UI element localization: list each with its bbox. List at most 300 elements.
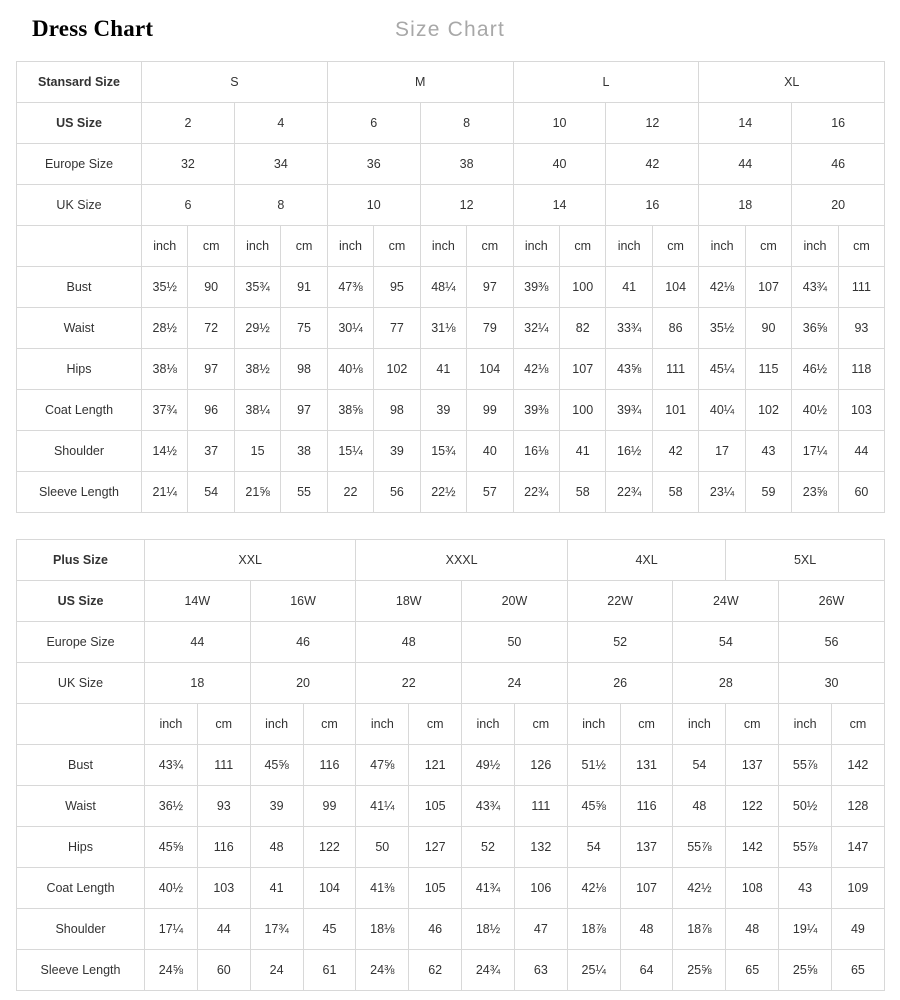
row-label: Europe Size [17, 622, 145, 663]
unit-cell: inch [779, 704, 832, 745]
measurement-label: Hips [17, 349, 142, 390]
size-group-header: S [142, 62, 328, 103]
measurement-cell: 82 [560, 308, 606, 349]
measurement-cell: 41 [560, 431, 606, 472]
measurement-cell: 21⅝ [234, 472, 280, 513]
measurement-cell: 29½ [234, 308, 280, 349]
measurement-cell: 132 [514, 827, 567, 868]
size-value-cell: 56 [779, 622, 885, 663]
measurement-cell: 107 [745, 267, 791, 308]
page-title: Dress Chart [32, 16, 154, 41]
measurement-cell: 102 [745, 390, 791, 431]
measurement-row [17, 827, 885, 868]
size-value-cell: 16W [250, 581, 356, 622]
measurement-cell: 17¼ [792, 431, 838, 472]
measurement-row [17, 745, 885, 786]
measurement-cell: 18⅞ [673, 909, 726, 950]
size-value-cell: 8 [420, 103, 513, 144]
measurement-cell: 40½ [145, 868, 198, 909]
measurement-cell: 39 [374, 431, 420, 472]
table-row [17, 144, 885, 185]
measurement-cell: 126 [514, 745, 567, 786]
measurement-cell: 43¾ [462, 786, 515, 827]
unit-cell: cm [409, 704, 462, 745]
unit-cell: inch [673, 704, 726, 745]
measurement-cell: 28½ [142, 308, 188, 349]
unit-cell: cm [652, 226, 698, 267]
row-label: Europe Size [17, 144, 142, 185]
measurement-cell: 45⅝ [145, 827, 198, 868]
measurement-cell: 64 [620, 950, 673, 991]
unit-cell: inch [420, 226, 466, 267]
measurement-cell: 46 [409, 909, 462, 950]
unit-row-label [17, 226, 142, 267]
table-row [17, 103, 885, 144]
measurement-cell: 45 [303, 909, 356, 950]
measurement-row [17, 786, 885, 827]
measurement-cell: 21¼ [142, 472, 188, 513]
measurement-cell: 99 [467, 390, 513, 431]
measurement-cell: 62 [409, 950, 462, 991]
size-value-cell: 52 [567, 622, 673, 663]
size-value-cell: 26 [567, 663, 673, 704]
measurement-cell: 35½ [699, 308, 745, 349]
measurement-cell: 116 [620, 786, 673, 827]
measurement-cell: 38½ [234, 349, 280, 390]
measurement-cell: 122 [303, 827, 356, 868]
measurement-cell: 109 [832, 868, 885, 909]
unit-cell: cm [374, 226, 420, 267]
measurement-cell: 24⅝ [145, 950, 198, 991]
page-subtitle: Size Chart [394, 18, 506, 41]
measurement-cell: 37¾ [142, 390, 188, 431]
measurement-cell: 31⅛ [420, 308, 466, 349]
size-value-cell: 14W [145, 581, 251, 622]
measurement-cell: 22¾ [513, 472, 559, 513]
measurement-cell: 102 [374, 349, 420, 390]
size-value-cell: 8 [234, 185, 327, 226]
size-value-cell: 6 [327, 103, 420, 144]
size-value-cell: 10 [513, 103, 606, 144]
measurement-cell: 121 [409, 745, 462, 786]
measurement-cell: 43 [745, 431, 791, 472]
measurement-cell: 50 [356, 827, 409, 868]
measurement-cell: 38⅛ [142, 349, 188, 390]
measurement-cell: 95 [374, 267, 420, 308]
unit-cell: cm [467, 226, 513, 267]
size-value-cell: 38 [420, 144, 513, 185]
unit-cell: inch [142, 226, 188, 267]
measurement-cell: 48 [726, 909, 779, 950]
measurement-cell: 54 [188, 472, 234, 513]
size-value-cell: 42 [606, 144, 699, 185]
measurement-cell: 86 [652, 308, 698, 349]
measurement-cell: 51½ [567, 745, 620, 786]
measurement-cell: 43¾ [792, 267, 838, 308]
unit-cell: cm [188, 226, 234, 267]
measurement-row [17, 431, 885, 472]
unit-cell: inch [234, 226, 280, 267]
measurement-cell: 39⅜ [513, 267, 559, 308]
unit-cell: inch [356, 704, 409, 745]
size-value-cell: 16 [606, 185, 699, 226]
unit-cell: cm [303, 704, 356, 745]
measurement-cell: 47⅜ [327, 267, 373, 308]
measurement-label: Sleeve Length [17, 950, 145, 991]
measurement-cell: 16½ [606, 431, 652, 472]
unit-row-label [17, 704, 145, 745]
measurement-cell: 55 [281, 472, 327, 513]
measurement-cell: 131 [620, 745, 673, 786]
measurement-cell: 43⅝ [606, 349, 652, 390]
measurement-cell: 65 [832, 950, 885, 991]
measurement-cell: 40⅛ [327, 349, 373, 390]
measurement-cell: 106 [514, 868, 567, 909]
measurement-cell: 30¼ [327, 308, 373, 349]
measurement-cell: 60 [197, 950, 250, 991]
size-value-cell: 26W [779, 581, 885, 622]
measurement-cell: 39 [250, 786, 303, 827]
measurement-cell: 93 [197, 786, 250, 827]
size-value-cell: 4 [234, 103, 327, 144]
size-group-header: L [513, 62, 699, 103]
measurement-cell: 24 [250, 950, 303, 991]
measurement-cell: 100 [560, 390, 606, 431]
size-value-cell: 24 [462, 663, 568, 704]
measurement-cell: 39 [420, 390, 466, 431]
measurement-cell: 47 [514, 909, 567, 950]
corner-label: Stansard Size [17, 62, 142, 103]
measurement-cell: 58 [560, 472, 606, 513]
measurement-cell: 103 [197, 868, 250, 909]
measurement-cell: 25⅝ [779, 950, 832, 991]
table-row [17, 581, 885, 622]
unit-cell: cm [838, 226, 884, 267]
measurement-cell: 43¾ [145, 745, 198, 786]
measurement-cell: 104 [467, 349, 513, 390]
row-label: UK Size [17, 185, 142, 226]
measurement-label: Sleeve Length [17, 472, 142, 513]
measurement-cell: 55⅞ [779, 745, 832, 786]
measurement-cell: 127 [409, 827, 462, 868]
size-value-cell: 54 [673, 622, 779, 663]
measurement-cell: 142 [726, 827, 779, 868]
measurement-cell: 50½ [779, 786, 832, 827]
measurement-cell: 52 [462, 827, 515, 868]
plus-size-table [16, 539, 885, 991]
measurement-cell: 115 [745, 349, 791, 390]
unit-cell: cm [281, 226, 327, 267]
measurement-cell: 100 [560, 267, 606, 308]
unit-cell: inch [567, 704, 620, 745]
measurement-cell: 48¼ [420, 267, 466, 308]
size-value-cell: 32 [142, 144, 235, 185]
measurement-cell: 18⅞ [567, 909, 620, 950]
size-value-cell: 44 [145, 622, 251, 663]
measurement-cell: 15¼ [327, 431, 373, 472]
unit-row [17, 704, 885, 745]
measurement-cell: 101 [652, 390, 698, 431]
standard-size-table-wrapper [16, 61, 884, 513]
measurement-cell: 137 [726, 745, 779, 786]
measurement-cell: 25¼ [567, 950, 620, 991]
unit-cell: inch [462, 704, 515, 745]
measurement-cell: 36⅝ [792, 308, 838, 349]
measurement-cell: 24⅜ [356, 950, 409, 991]
measurement-cell: 54 [567, 827, 620, 868]
measurement-cell: 17 [699, 431, 745, 472]
size-value-cell: 34 [234, 144, 327, 185]
measurement-cell: 45⅝ [567, 786, 620, 827]
measurement-cell: 54 [673, 745, 726, 786]
unit-cell: cm [726, 704, 779, 745]
measurement-cell: 22 [327, 472, 373, 513]
unit-row [17, 226, 885, 267]
measurement-cell: 55⅞ [673, 827, 726, 868]
measurement-cell: 111 [514, 786, 567, 827]
measurement-cell: 105 [409, 868, 462, 909]
size-value-cell: 28 [673, 663, 779, 704]
measurement-cell: 19¼ [779, 909, 832, 950]
measurement-cell: 39¾ [606, 390, 652, 431]
measurement-cell: 49 [832, 909, 885, 950]
measurement-cell: 98 [281, 349, 327, 390]
size-value-cell: 50 [462, 622, 568, 663]
measurement-cell: 60 [838, 472, 884, 513]
measurement-cell: 116 [197, 827, 250, 868]
measurement-cell: 17¾ [250, 909, 303, 950]
measurement-cell: 42⅛ [567, 868, 620, 909]
size-value-cell: 12 [420, 185, 513, 226]
measurement-cell: 77 [374, 308, 420, 349]
size-value-cell: 14 [699, 103, 792, 144]
measurement-cell: 118 [838, 349, 884, 390]
size-group-header: XXXL [356, 540, 567, 581]
measurement-cell: 18½ [462, 909, 515, 950]
size-group-header: XL [699, 62, 885, 103]
unit-cell: cm [197, 704, 250, 745]
measurement-cell: 107 [560, 349, 606, 390]
table-row [17, 663, 885, 704]
size-value-cell: 18W [356, 581, 462, 622]
measurement-cell: 48 [250, 827, 303, 868]
size-group-header: M [327, 62, 513, 103]
corner-label: Plus Size [17, 540, 145, 581]
measurement-cell: 16⅛ [513, 431, 559, 472]
measurement-cell: 75 [281, 308, 327, 349]
measurement-cell: 47⅝ [356, 745, 409, 786]
measurement-cell: 38⅝ [327, 390, 373, 431]
measurement-cell: 42½ [673, 868, 726, 909]
size-value-cell: 36 [327, 144, 420, 185]
size-value-cell: 46 [250, 622, 356, 663]
size-group-header: 4XL [567, 540, 726, 581]
measurement-cell: 111 [652, 349, 698, 390]
measurement-row [17, 390, 885, 431]
measurement-cell: 111 [197, 745, 250, 786]
unit-cell: cm [514, 704, 567, 745]
measurement-cell: 46½ [792, 349, 838, 390]
measurement-cell: 104 [652, 267, 698, 308]
measurement-label: Waist [17, 308, 142, 349]
size-value-cell: 44 [699, 144, 792, 185]
measurement-cell: 43 [779, 868, 832, 909]
measurement-cell: 91 [281, 267, 327, 308]
measurement-cell: 37 [188, 431, 234, 472]
measurement-cell: 107 [620, 868, 673, 909]
measurement-label: Shoulder [17, 431, 142, 472]
table-row [17, 622, 885, 663]
size-value-cell: 20 [792, 185, 885, 226]
measurement-cell: 96 [188, 390, 234, 431]
measurement-cell: 23¼ [699, 472, 745, 513]
measurement-cell: 42⅛ [699, 267, 745, 308]
unit-cell: inch [327, 226, 373, 267]
row-label: US Size [17, 581, 145, 622]
table-row [17, 185, 885, 226]
measurement-cell: 41 [420, 349, 466, 390]
row-label: US Size [17, 103, 142, 144]
standard-size-table [16, 61, 885, 513]
measurement-cell: 35¾ [234, 267, 280, 308]
unit-cell: cm [832, 704, 885, 745]
measurement-cell: 48 [673, 786, 726, 827]
measurement-cell: 97 [188, 349, 234, 390]
measurement-cell: 142 [832, 745, 885, 786]
measurement-row [17, 950, 885, 991]
measurement-cell: 79 [467, 308, 513, 349]
measurement-cell: 23⅝ [792, 472, 838, 513]
measurement-cell: 22½ [420, 472, 466, 513]
measurement-cell: 104 [303, 868, 356, 909]
size-value-cell: 20W [462, 581, 568, 622]
measurement-cell: 90 [188, 267, 234, 308]
size-value-cell: 40 [513, 144, 606, 185]
measurement-cell: 18⅛ [356, 909, 409, 950]
measurement-cell: 93 [838, 308, 884, 349]
measurement-cell: 65 [726, 950, 779, 991]
measurement-label: Bust [17, 267, 142, 308]
unit-cell: inch [145, 704, 198, 745]
measurement-cell: 58 [652, 472, 698, 513]
measurement-cell: 14½ [142, 431, 188, 472]
measurement-label: Waist [17, 786, 145, 827]
measurement-cell: 15¾ [420, 431, 466, 472]
size-value-cell: 16 [792, 103, 885, 144]
measurement-cell: 49½ [462, 745, 515, 786]
measurement-row [17, 349, 885, 390]
size-value-cell: 12 [606, 103, 699, 144]
size-group-header: 5XL [726, 540, 885, 581]
measurement-label: Shoulder [17, 909, 145, 950]
measurement-label: Hips [17, 827, 145, 868]
measurement-cell: 99 [303, 786, 356, 827]
table-header-row [17, 540, 885, 581]
measurement-row [17, 472, 885, 513]
size-value-cell: 18 [699, 185, 792, 226]
measurement-cell: 55⅞ [779, 827, 832, 868]
unit-cell: inch [792, 226, 838, 267]
size-value-cell: 48 [356, 622, 462, 663]
size-value-cell: 24W [673, 581, 779, 622]
measurement-cell: 103 [838, 390, 884, 431]
measurement-cell: 42⅛ [513, 349, 559, 390]
unit-cell: inch [513, 226, 559, 267]
measurement-cell: 59 [745, 472, 791, 513]
measurement-cell: 35½ [142, 267, 188, 308]
measurement-cell: 38¼ [234, 390, 280, 431]
size-value-cell: 30 [779, 663, 885, 704]
measurement-cell: 90 [745, 308, 791, 349]
measurement-row [17, 308, 885, 349]
measurement-cell: 32¼ [513, 308, 559, 349]
measurement-cell: 45⅝ [250, 745, 303, 786]
measurement-cell: 111 [838, 267, 884, 308]
unit-cell: cm [745, 226, 791, 267]
measurement-cell: 97 [281, 390, 327, 431]
measurement-label: Coat Length [17, 868, 145, 909]
measurement-cell: 24¾ [462, 950, 515, 991]
measurement-cell: 40 [467, 431, 513, 472]
measurement-cell: 44 [197, 909, 250, 950]
measurement-row [17, 868, 885, 909]
row-label: UK Size [17, 663, 145, 704]
measurement-cell: 41⅜ [356, 868, 409, 909]
measurement-cell: 108 [726, 868, 779, 909]
measurement-cell: 22¾ [606, 472, 652, 513]
measurement-label: Coat Length [17, 390, 142, 431]
measurement-cell: 42 [652, 431, 698, 472]
measurement-cell: 44 [838, 431, 884, 472]
size-group-header: XXL [145, 540, 356, 581]
page-header [0, 0, 900, 58]
measurement-cell: 105 [409, 786, 462, 827]
measurement-cell: 116 [303, 745, 356, 786]
size-value-cell: 6 [142, 185, 235, 226]
plus-size-table-wrapper [16, 539, 884, 991]
unit-cell: inch [606, 226, 652, 267]
measurement-cell: 40½ [792, 390, 838, 431]
table-header-row [17, 62, 885, 103]
measurement-cell: 61 [303, 950, 356, 991]
measurement-cell: 41 [250, 868, 303, 909]
measurement-cell: 33¾ [606, 308, 652, 349]
measurement-label: Bust [17, 745, 145, 786]
measurement-cell: 41¾ [462, 868, 515, 909]
measurement-cell: 15 [234, 431, 280, 472]
measurement-cell: 63 [514, 950, 567, 991]
size-value-cell: 46 [792, 144, 885, 185]
unit-cell: inch [250, 704, 303, 745]
measurement-cell: 17¼ [145, 909, 198, 950]
measurement-cell: 57 [467, 472, 513, 513]
measurement-cell: 40¼ [699, 390, 745, 431]
measurement-cell: 122 [726, 786, 779, 827]
size-value-cell: 10 [327, 185, 420, 226]
measurement-cell: 97 [467, 267, 513, 308]
size-value-cell: 2 [142, 103, 235, 144]
measurement-cell: 137 [620, 827, 673, 868]
size-value-cell: 20 [250, 663, 356, 704]
measurement-cell: 25⅝ [673, 950, 726, 991]
measurement-cell: 56 [374, 472, 420, 513]
unit-cell: cm [560, 226, 606, 267]
measurement-cell: 72 [188, 308, 234, 349]
measurement-cell: 45¼ [699, 349, 745, 390]
measurement-cell: 128 [832, 786, 885, 827]
measurement-cell: 39⅜ [513, 390, 559, 431]
measurement-row [17, 909, 885, 950]
